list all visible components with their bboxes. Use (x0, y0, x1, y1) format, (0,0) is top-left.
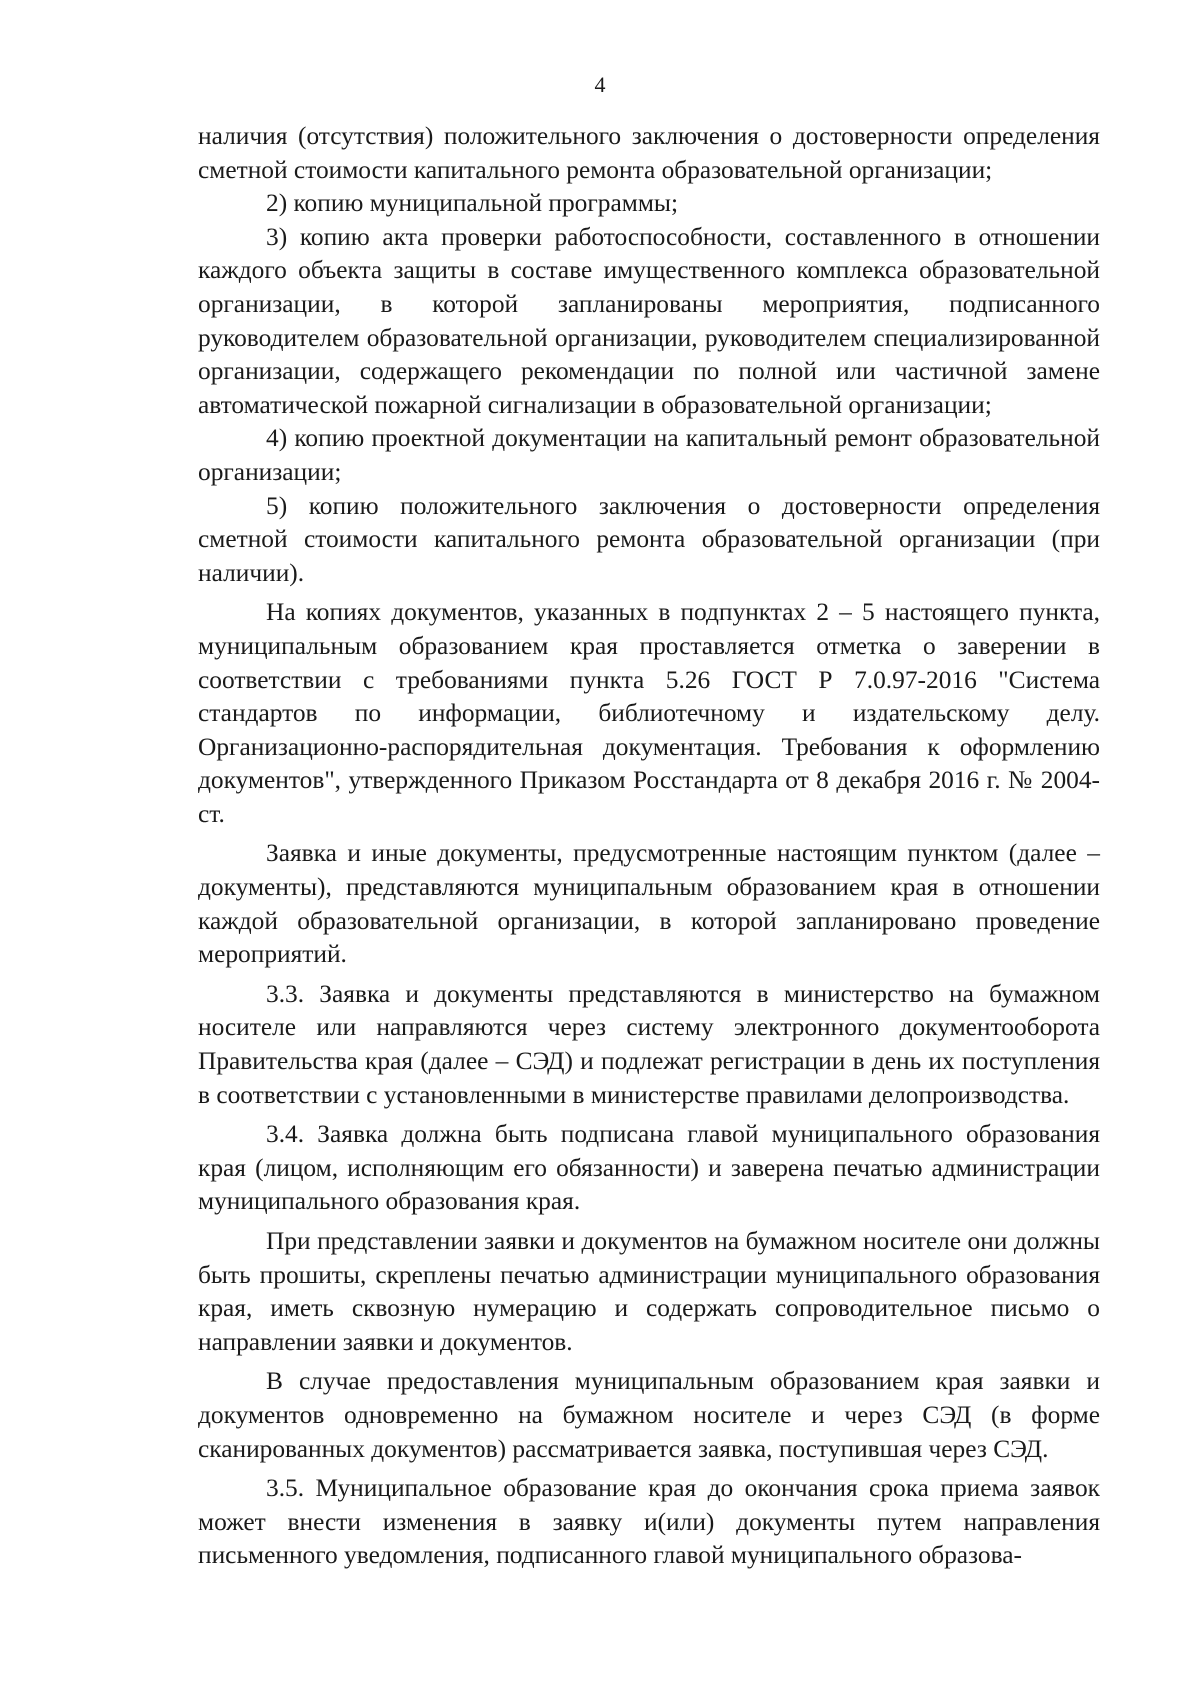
paragraph-certification: На копиях документов, указанных в подпунктах 2 – 5 настоящего пункта, муниципальным образованием края проставляется отметка о заверении в соответствии с требованиями пункта 5.26 ГОСТ Р 7.0.97-2016 "Система стандартов по информации, библиотечному и издательскому делу. Организационно-распорядительная документация. Требования к оформлению документов", утвержденного Приказом Росстандарта от 8 декабря 2016 г. № 2004-ст. (198, 598, 1100, 828)
paragraph-dual-submission: В случае предоставления муниципальным образованием края заявки и документов одновременно на бумажном носителе и через СЭД (в форме сканированных документов) рассматривается заявка, поступившая через СЭД. (198, 1367, 1100, 1463)
paragraph-3-5: 3.5. Муниципальное образование края до окончания срока приема заявок может внести изменения в заявку и(или) документы путем направления письменного уведомления, подписанного главой муниципального образова- (198, 1474, 1100, 1570)
paragraph-item-3: 3) копию акта проверки работоспособности, составленного в отношении каждого объекта защиты в составе имущественного комплекса образовательной организации, в которой запланированы мероприятия, подписанного руководителем образовательной организации, руководителем специализированной организации, содержащего рекомендации по полной или частичной замене автоматической пожарной сигнализации в образовательной организации; (198, 222, 1100, 419)
paragraph-3-4: 3.4. Заявка должна быть подписана главой муниципального образования края (лицом, исполняющим его обязанности) и заверена печатью администрации муниципального образования края. (198, 1120, 1100, 1216)
paragraph-application-documents: Заявка и иные документы, предусмотренные настоящим пунктом (далее – документы), представляются муниципальным образованием края в отношении каждой образовательной организации, в которой запланировано проведение мероприятий. (198, 839, 1100, 969)
paragraph-item-2: 2) копию муниципальной программы; (266, 189, 679, 218)
paragraph-item-5: 5) копию положительного заключения о достоверности определения сметной стоимости капитального ремонта образовательной организации (при наличии). (198, 491, 1100, 587)
page-number: 4 (594, 72, 606, 97)
paragraph-item-4: 4) копию проектной документации на капитальный ремонт образовательной организации; (198, 424, 1100, 486)
paragraph-paper-submission: При представлении заявки и документов на бумажном носителе они должны быть прошиты, скреплены печатью администрации муниципального образования края, иметь сквозную нумерацию и содержать сопроводительное письмо о направлении заявки и документов. (198, 1227, 1100, 1356)
paragraph-3-3: 3.3. Заявка и документы представляются в министерство на бумажном носителе или направляются через систему электронного документооборота Правительства края (далее – СЭД) и подлежат регистрации в день их поступления в соответствии с установленными в министерстве правилами делопроизводства. (198, 979, 1100, 1109)
paragraph-continuation: наличия (отсутствия) положительного заключения о достоверности определения сметной стоимости капитального ремонта образовательной организации; (198, 122, 1100, 184)
document-body (198, 120, 1100, 1573)
